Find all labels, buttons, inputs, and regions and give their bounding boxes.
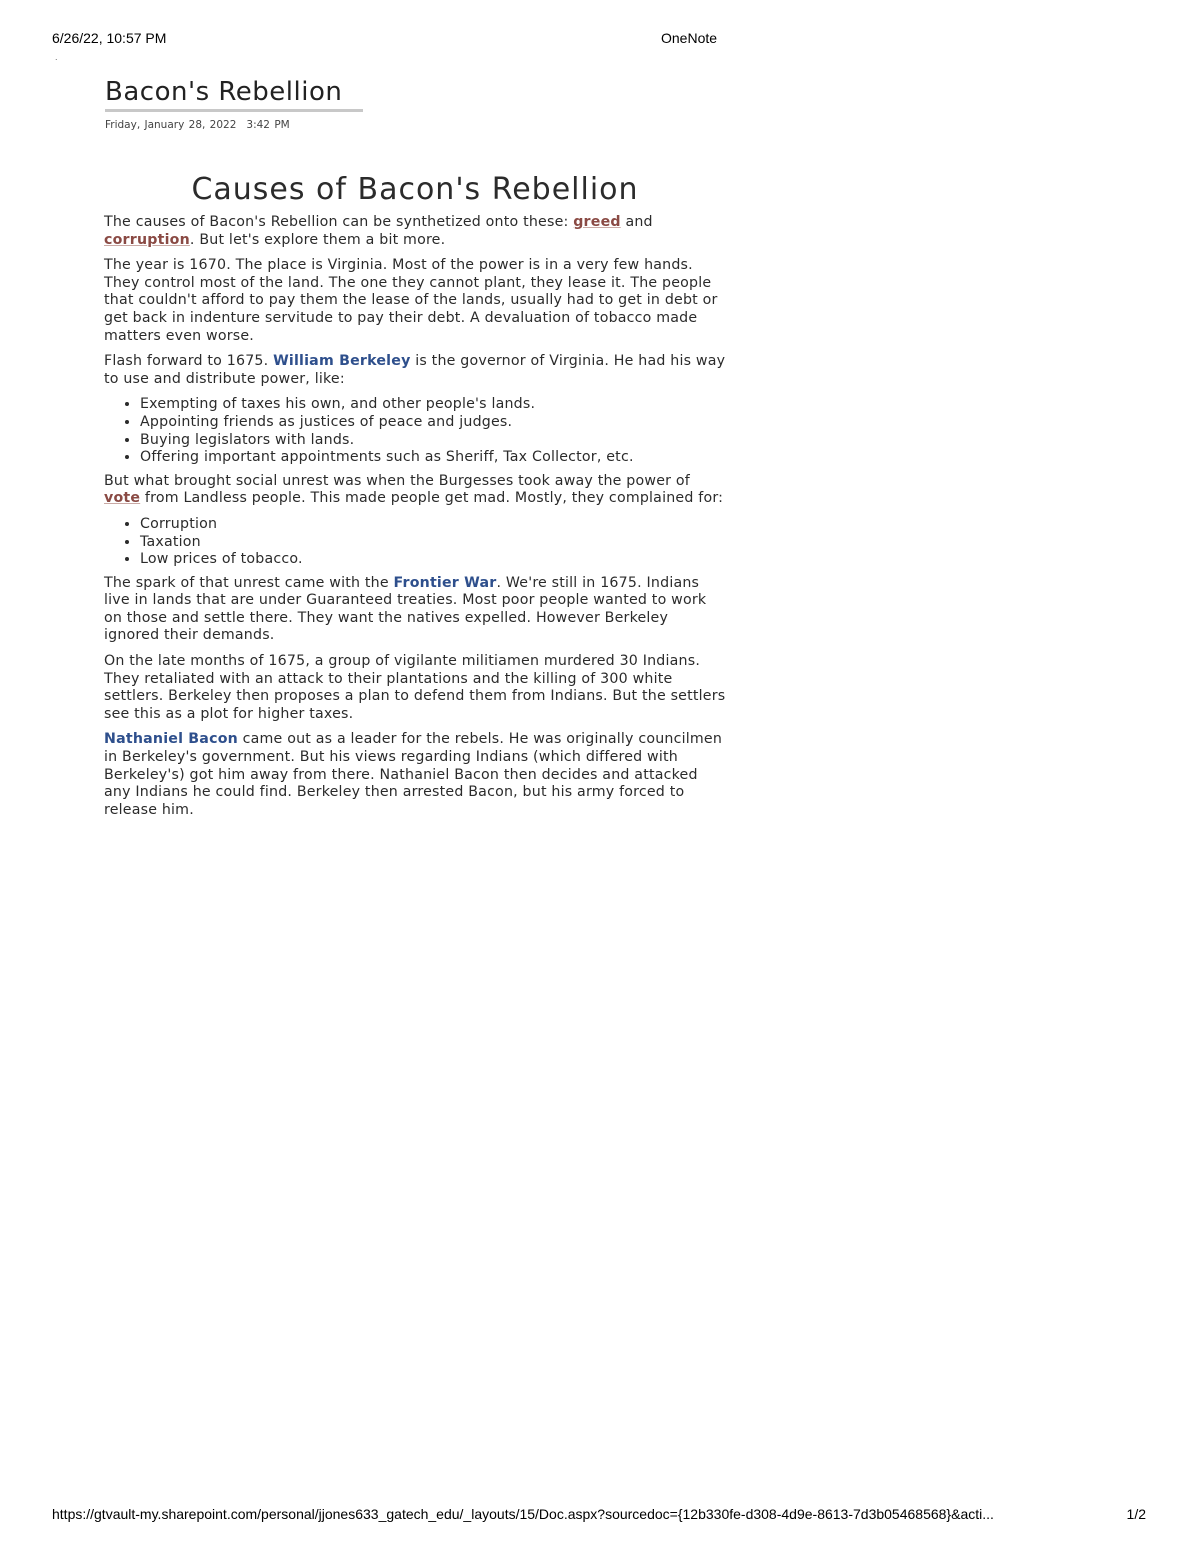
paragraph-1670: The year is 1670. The place is Virginia. Most of the power is in a very few hands. They control most of the land. The one they cannot plant, they lease it. The people that couldn't afford to pay them the lease of the lands, usually had to get in debt or get back in indenture servitude to pay their debt. A devaluation of tobacco made matters even worse. [104,257,718,344]
paragraph-frontier-war [104,575,726,645]
text-span: and [620,214,653,230]
list-item: • Corruption [140,516,726,534]
list-item: • Exempting of taxes his own, and other people's lands. [140,396,726,414]
page-time: 3:42 PM [246,119,290,131]
text-span: . We're still in 1675. Indians live in lands that are under Guaranteed treaties. Most poor people wanted to work on those and settle there. They want the natives expelled. However Berkeley ignored their demands. [104,574,707,644]
page-title[interactable]: Bacon's Rebellion [105,77,343,107]
print-app-name: OneNote [661,30,718,46]
paragraph-1675 [104,353,726,388]
print-url: https://gtvault-my.sharepoint.com/personal/jjones633_gatech_edu/_layouts/15/Doc.aspx?sourcedoc={12b330fe-d308-4d9e-8613-7d3b05468568}&acti... [52,1506,994,1522]
page-title-container [105,76,363,112]
list-item: • Low prices of tobacco. [140,551,726,569]
list-item: • Taxation [140,534,726,552]
print-header [52,30,1148,50]
list-item: • Buying legislators with lands. [140,432,726,450]
list-item: • Appointing friends as justices of peace and judges. [140,414,726,432]
text-span: from Landless people. This made people get mad. Mostly, they complained for: [140,490,724,507]
keyword-greed: greed [573,214,621,230]
note-container[interactable] [104,170,726,827]
text-span: Flash forward to 1675. [104,353,274,370]
paragraph-nathaniel-bacon [104,731,726,819]
text-span: The spark of that unrest came with the [104,574,394,591]
keyword-william-berkeley: William Berkeley [273,353,411,370]
paragraph-late-1675: On the late months of 1675, a group of vigilante militiamen murdered 30 Indians. They retaliated with an attack to their plantations and the killing of 300 white settlers. Berkeley then proposes a plan to defend them from Indians. But the settlers see this as a plot for higher taxes. [104,653,726,722]
text-span: But what brought social unrest was when the Burgesses took away the power of [104,472,690,489]
list-item: • Offering important appointments such as Sheriff, Tax Collector, etc. [140,449,726,467]
keyword-vote: vote [104,490,141,507]
print-page-number: 1/2 [1126,1506,1146,1522]
paragraph-social-unrest [104,473,726,508]
page-date-time [105,119,290,131]
text-span: came out as a leader for the rebels. He was originally councilmen in Berkeley's government. But his views regarding Indians (which differed with Berkeley's) got him away from there. Nathaniel Bacon then decides and attacked any Indians he could find. Berkeley then arrested Bacon, but his army forced to release him. [104,731,723,818]
print-mark: . [55,52,58,62]
keyword-frontier-war: Frontier War [393,574,497,591]
print-datetime: 6/26/22, 10:57 PM [52,30,167,46]
complaints-list [104,516,726,569]
text-span: The causes of Bacon's Rebellion can be synthetized onto these: [104,214,574,230]
berkeley-powers-list [104,396,726,466]
keyword-corruption: corruption [104,231,190,248]
page-date: Friday, January 28, 2022 [105,119,237,131]
note-heading: Causes of Bacon's Rebellion [191,172,639,207]
text-span: is the governor of Virginia. He had his way to use and distribute power, like: [104,353,726,387]
paragraph-causes [104,214,726,249]
keyword-nathaniel-bacon: Nathaniel Bacon [104,731,238,748]
text-span: . But let's explore them a bit more. [189,231,446,248]
